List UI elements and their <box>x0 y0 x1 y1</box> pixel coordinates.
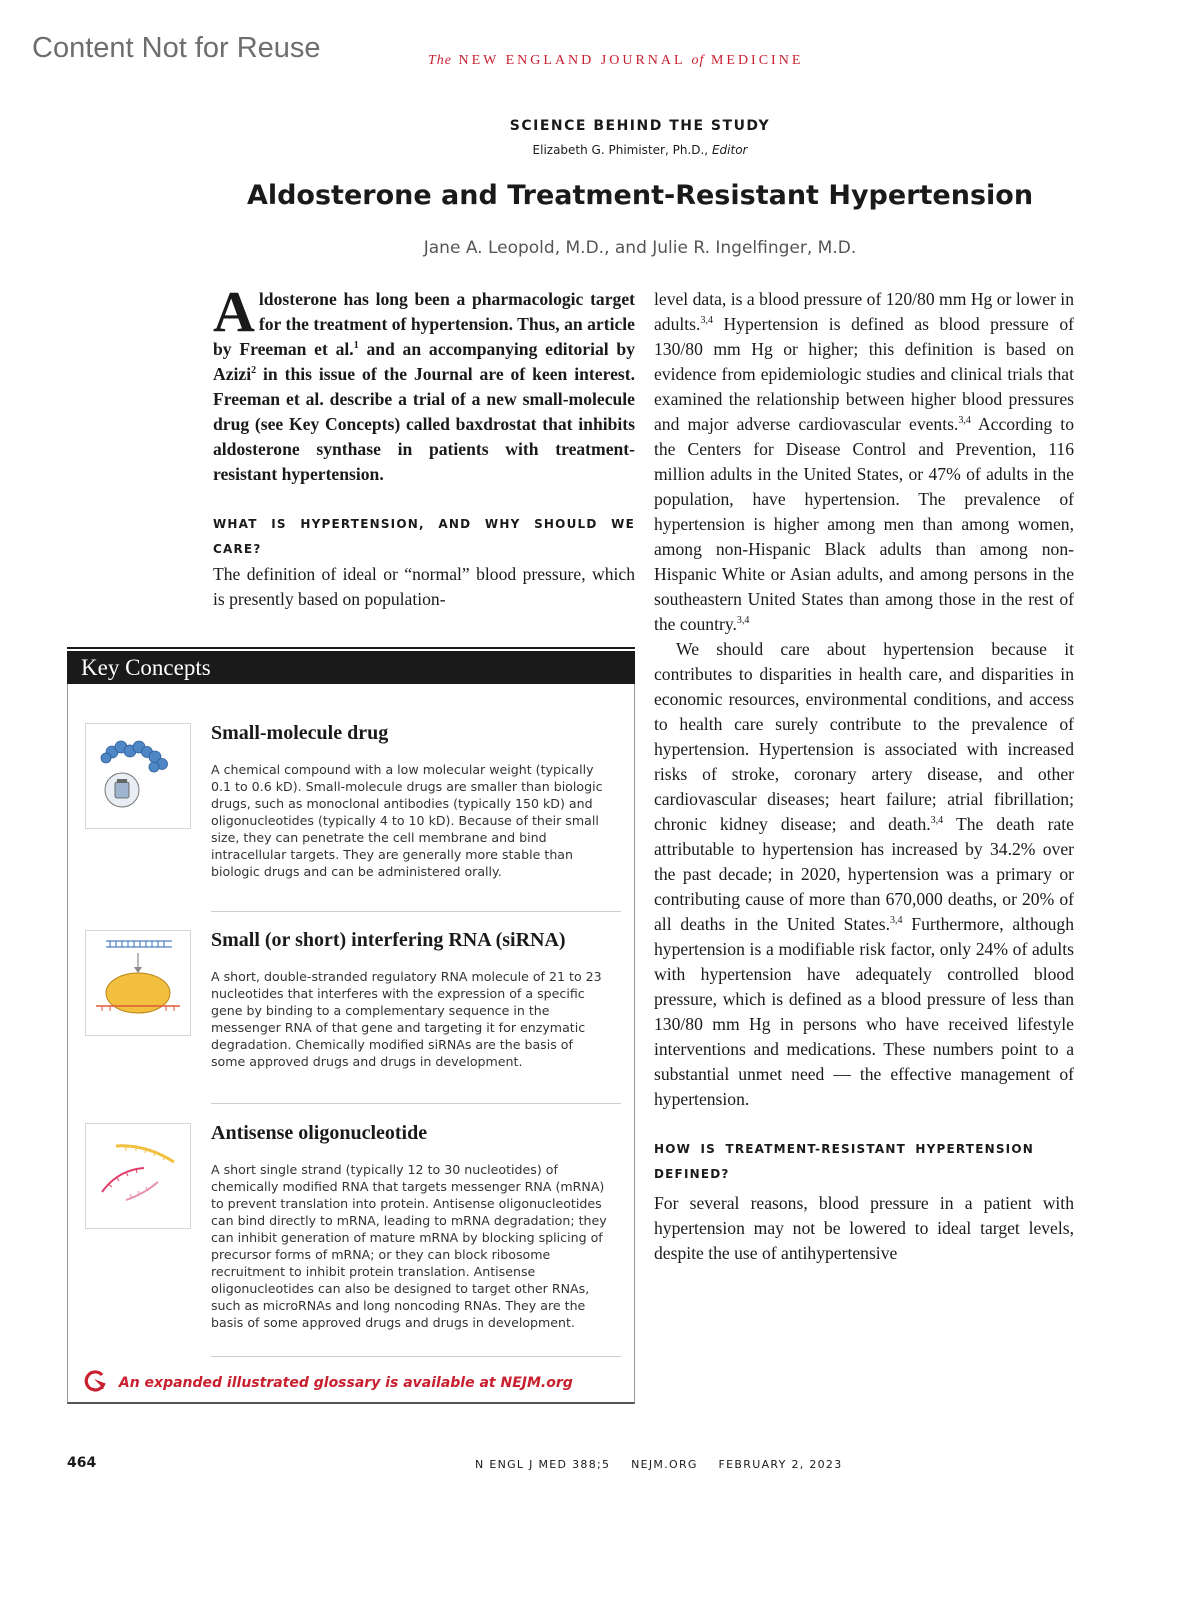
text-b1: We should care about hypertension because it contributes to disparities in health care, and disparities in economic resources, environmental conditions, and access to health care surely contribute to the prevalence of hypertension. Hypertension is associated with increased risks of stroke, coronary artery disease, and other cardiovascular diseases; heart failure; atrial fibrillation; chronic kidney disease; and death. <box>654 639 1074 834</box>
body-right-paragraph-2 <box>654 637 1074 1112</box>
journal-name-part2: MEDICINE <box>710 53 804 68</box>
small-molecule-drug-icon <box>85 723 191 829</box>
concept-divider <box>211 1356 621 1357</box>
right-column <box>654 287 1074 1266</box>
key-concepts-box <box>67 647 635 1405</box>
key-concepts-body <box>67 684 635 1404</box>
article-authors: Jane A. Leopold, M.D., and Julie R. Ingelfinger, M.D. <box>423 238 857 258</box>
article-title: Aldosterone and Treatment-Resistant Hypertension <box>246 180 1034 211</box>
concept-divider <box>211 911 621 912</box>
footer-date: FEBRUARY 2, 2023 <box>718 1458 843 1471</box>
subhead-treatment-resistant: HOW IS TREATMENT-RESISTANT HYPERTENSION DEFINED? <box>654 1142 1034 1181</box>
page-number: 464 <box>67 1455 97 1471</box>
ref-a3: 3,4 <box>736 615 750 627</box>
intro-text-1: ldosterone has long been a pharmacologic target for the treatment of hypertension. Thus, an article by Freeman et al. <box>213 289 635 359</box>
ref-a2: 3,4 <box>958 415 971 427</box>
text-b3: Furthermore, although hypertension is a modifiable risk factor, only 24% of adults with hypertension have adequately controlled blood pressure, which is defined as a blood pressure of less than 130/80 mm Hg in persons who have received lifestyle interventions and medications. These numbers point to a substantial unmet need — the effective management of hypertension. <box>654 914 1074 1109</box>
intro-text-3: in this issue of the Journal are of keen interest. Freeman et al. describe a trial of a new small-molecule drug (see Key Concepts) called baxdrostat that inhibits aldosterone synthase in patients with treatment-resistant hypertension. <box>213 364 635 484</box>
body-right-paragraph-1 <box>654 287 1074 637</box>
body-left-paragraph: The definition of ideal or “normal” blood pressure, which is presently based on population- <box>213 564 635 609</box>
nejm-arrow-icon <box>84 1369 108 1397</box>
antisense-oligonucleotide-icon <box>85 1123 191 1229</box>
journal-masthead <box>428 53 803 69</box>
body-right-paragraph-3: For several reasons, blood pressure in a patient with hypertension may not be lowered to ideal target levels, despite the use of antihypertensive <box>654 1193 1074 1263</box>
editor-line <box>0 143 1200 157</box>
journal-of: of <box>691 53 705 68</box>
ref-b2: 3,4 <box>890 915 903 927</box>
footer-site: NEJM.ORG <box>631 1458 698 1471</box>
concept-title: Small-molecule drug <box>211 722 389 744</box>
ref-1: 1 <box>353 340 359 352</box>
editor-name: Elizabeth G. Phimister, Ph.D., <box>532 143 709 157</box>
section-label: SCIENCE BEHIND THE STUDY <box>509 118 771 134</box>
text-b2: The death rate attributable to hypertension has increased by 34.2% over the past decade; in 2020, hypertension was a primary or contributing cause of more than 670,000 deaths, or 20% of all deaths in the United States. <box>654 814 1074 934</box>
watermark: Content Not for Reuse <box>32 32 321 64</box>
concept-divider <box>211 1103 621 1104</box>
ref-2: 2 <box>251 365 257 377</box>
text-a2: Hypertension is defined as blood pressure of 130/80 mm Hg or higher; this definition is based on evidence from epidemiologic studies and clinical trials that examined the relationship between higher blood pressures and major adverse cardiovascular events. <box>654 314 1074 434</box>
ref-b1: 3,4 <box>930 815 944 827</box>
left-column <box>213 279 635 612</box>
concept-body: A short single strand (typically 12 to 30 nucleotides) of chemically modified RNA that targets messenger RNA (mRNA) to prevent translation into protein. Antisense oligonucleotides can bind directly to mRNA, leading to mRNA degradation; they can inhibit generation of mature mRNA by blocking splicing of precursor forms of mRNA; or they can block ribosome recruitment to inhibit protein translation. Antisense oligonucleotides can also be designed to target other RNAs, such as microRNAs and long noncoding RNAs. They are the basis of some approved drugs and drugs in development. <box>211 1162 607 1330</box>
concept-body: A short, double-stranded regulatory RNA molecule of 21 to 23 nucleotides that interferes with the expression of a specific gene by binding to a complementary sequence in the messenger RNA of that gene and targeting it for enzymatic degradation. Chemically modified siRNAs are the basis of some approved drugs and drugs in development. <box>211 969 602 1069</box>
text-a1: level data, is a blood pressure of 120/80 mm Hg or lower in adults. <box>654 289 1074 334</box>
key-concepts-top-rule <box>67 647 635 649</box>
intro-text-2: and an accompanying editorial by Azizi <box>213 339 635 384</box>
concept-body: A chemical compound with a low molecular weight (typically 0.1 to 0.6 kD). Small-molecule drugs are smaller than biologic drugs, such as monoclonal antibodies (typically 150 kD) and oligonucleotides (typically 4 to 10 kD). Because of their small size, they can penetrate the cell membrane and bind intracellular targets. They are generally more stable than biologic drugs and can be administered orally. <box>211 762 603 879</box>
key-concepts-header: Key Concepts <box>67 651 635 684</box>
sirna-icon <box>85 930 191 1036</box>
editor-role: Editor <box>711 143 748 157</box>
concept-title: Small (or short) interfering RNA (siRNA) <box>211 929 566 951</box>
concept-title: Antisense oligonucleotide <box>211 1122 428 1144</box>
drop-cap: A <box>213 279 255 344</box>
text-a3: According to the Centers for Disease Control and Prevention, 116 million adults in the United States, or 47% of adults in the population, have hypertension. The prevalence of hypertension is higher among men than among women, among non-Hispanic Black adults than among non-Hispanic White or Asian adults, and among persons in the southeastern United States than among those in the rest of the country. <box>654 414 1074 634</box>
journal-the: The <box>428 53 452 68</box>
intro-paragraph <box>213 279 635 487</box>
footer-journal-citation: N ENGL J MED 388;5 <box>475 1458 611 1471</box>
subhead-what-is-hypertension: WHAT IS HYPERTENSION, AND WHY SHOULD WE CARE? <box>213 517 635 556</box>
footer-citation <box>475 1458 859 1471</box>
ref-a1: 3,4 <box>700 315 713 327</box>
glossary-link-text[interactable]: An expanded illustrated glossary is available at NEJM.org <box>118 1375 573 1391</box>
journal-name-part1: NEW ENGLAND JOURNAL <box>458 53 686 68</box>
glossary-link[interactable] <box>84 1369 573 1397</box>
